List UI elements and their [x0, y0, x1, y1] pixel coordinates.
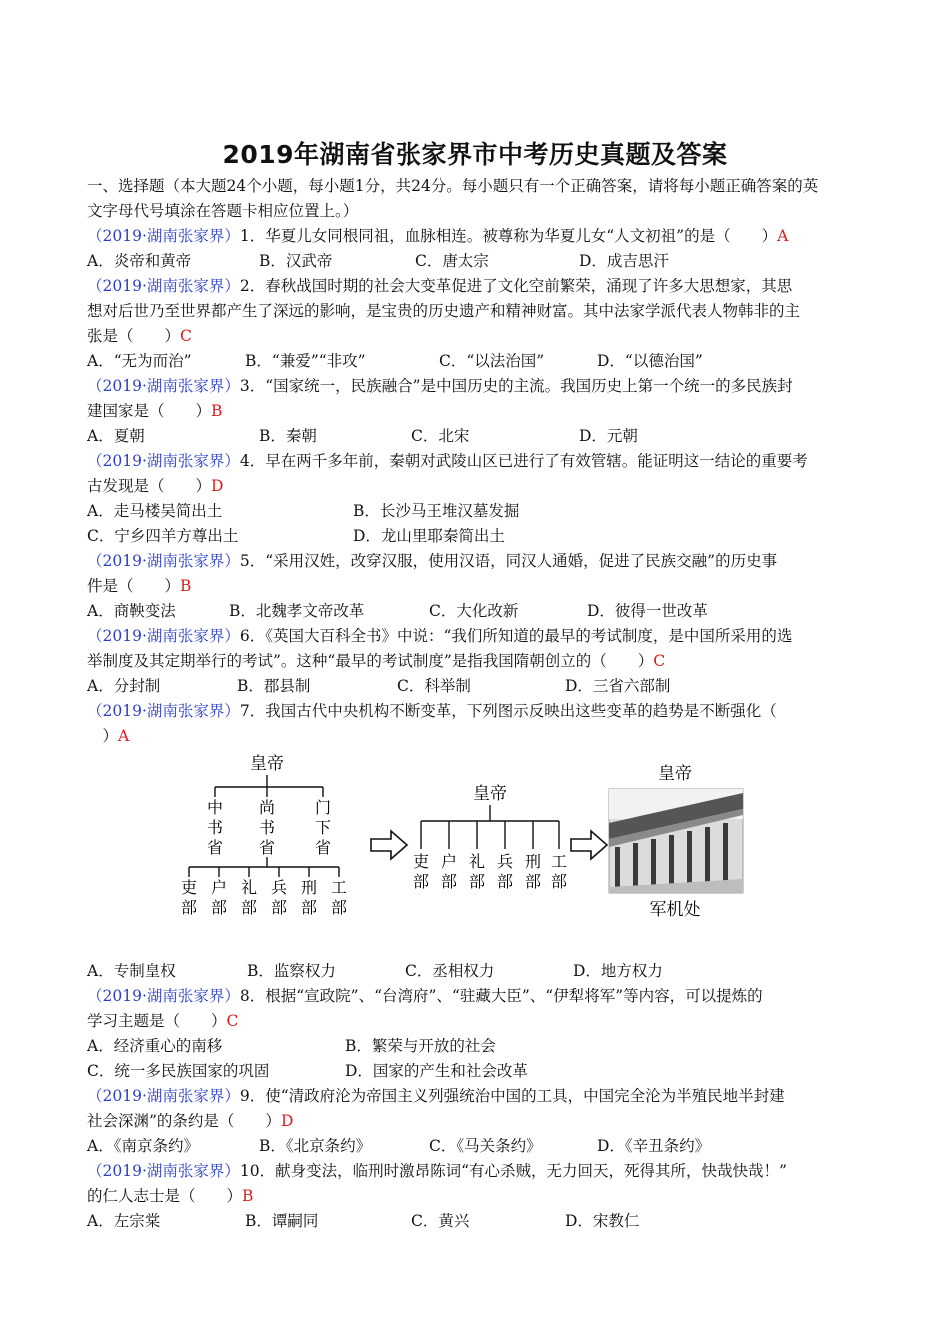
- option-b: B．监察权力: [247, 962, 336, 980]
- arrow-right-icon: [371, 831, 407, 859]
- ministry-char: 部: [496, 872, 514, 891]
- diagram-middle-lines: [421, 805, 559, 849]
- ministry-char: 部: [240, 898, 258, 917]
- option-a: A．经济重心的南移: [87, 1037, 223, 1055]
- ministry-char: 礼: [240, 878, 258, 897]
- option-a: A．走马楼吴简出土: [87, 502, 223, 520]
- answer-mark: D: [280, 1112, 294, 1130]
- ministry-char: 刑: [300, 878, 318, 897]
- province-char: 书: [258, 818, 276, 837]
- exam-content: [87, 174, 867, 1234]
- ministry-char: 吏: [180, 878, 198, 897]
- option-a: A．商鞅变法: [87, 602, 176, 620]
- question-10-stem: （2019·湖南张家界）10．献身变法，临刑时激昂陈词“有心杀贼，无力回天，死得其所，快哉快哉！”: [87, 1162, 787, 1180]
- question-6-stem-end: 举制度及其定期举行的考试”。这种“最早的考试制度”是指我国隋朝创立的（ ）C: [87, 652, 666, 670]
- diagram-left-provinces: [207, 798, 331, 857]
- ministry-char: 兵: [270, 878, 288, 897]
- option-c: C．北宋: [411, 427, 470, 445]
- diagram-middle-ministries: [413, 852, 567, 891]
- question-7-stem-end: ）A: [87, 727, 130, 745]
- arrow-right-icon: [571, 831, 607, 859]
- answer-mark: D: [211, 477, 224, 495]
- question-10-options: [87, 1209, 867, 1234]
- option-d: D．成吉思汗: [579, 252, 669, 270]
- answer-mark: C: [653, 652, 666, 670]
- source-tag: （2019·湖南张家界）: [87, 377, 240, 395]
- question-4-options-row2: [87, 524, 867, 549]
- diagram-middle-emperor: 皇帝: [473, 784, 507, 804]
- option-c: C．“以法治国”: [439, 352, 545, 370]
- ministry-char: 部: [330, 898, 348, 917]
- province-char: 省: [258, 838, 276, 857]
- option-c: C．丞相权力: [405, 962, 495, 980]
- option-a: A．炎帝和黄帝: [87, 252, 192, 270]
- answer-mark: A: [118, 727, 130, 745]
- ministry-char: 工: [330, 878, 348, 897]
- question-4-options-row1: [87, 499, 867, 524]
- question-4-stem-end: 古发现是（ ）D: [87, 477, 224, 495]
- option-d: D．地方权力: [573, 962, 663, 980]
- ministry-char: 礼: [468, 852, 486, 871]
- answer-mark: A: [777, 227, 789, 245]
- option-d: D．彼得一世改革: [587, 602, 708, 620]
- option-b: B．“兼爱”“非攻”: [245, 352, 366, 370]
- option-b: B．北魏孝文帝改革: [229, 602, 365, 620]
- ministry-char: 刑: [524, 852, 542, 871]
- option-a: A．分封制: [87, 677, 161, 695]
- option-d: D．三省六部制: [565, 677, 671, 695]
- option-b: B．繁荣与开放的社会: [345, 1037, 496, 1055]
- question-8-options-row2: [87, 1059, 867, 1084]
- question-10-stem-end: 的仁人志士是（ ）B: [87, 1187, 254, 1205]
- ministry-char: 吏: [412, 852, 430, 871]
- province-char: 书: [206, 818, 224, 837]
- option-b: B．谭嗣同: [245, 1212, 319, 1230]
- grand-council-building-image: [609, 789, 743, 893]
- source-tag: （2019·湖南张家界）: [87, 452, 240, 470]
- option-d: D．宋教仁: [565, 1212, 640, 1230]
- question-9-stem-end: 社会深渊”的条约是（ ）D: [87, 1112, 294, 1130]
- question-3-stem: （2019·湖南张家界）3．“国家统一，民族融合”是中国历史的主流。我国历史上第一个统一的多民族封: [87, 377, 793, 395]
- option-c: C．科举制: [397, 677, 471, 695]
- diagram-left-ministries: [181, 878, 347, 917]
- ministry-char: 部: [270, 898, 288, 917]
- question-3-options: [87, 424, 867, 449]
- question-8-options-row1: [87, 1034, 867, 1059]
- question-4-stem: （2019·湖南张家界）4．早在两千多年前，秦朝对武陵山区已进行了有效管辖。能证明这一结论的重要考: [87, 452, 808, 470]
- source-tag: （2019·湖南张家界）: [87, 702, 240, 720]
- option-c: C．大化改新: [429, 602, 519, 620]
- answer-mark: B: [242, 1187, 254, 1205]
- question-6-stem: （2019·湖南张家界）6．《英国大百科全书》中说：“我们所知道的最早的考试制度，是中国所采用的选: [87, 627, 793, 645]
- option-d: D．元朝: [579, 427, 638, 445]
- ministry-char: 部: [210, 898, 228, 917]
- question-7-stem: （2019·湖南张家界）7．我国古代中央机构不断变革，下列图示反映出这些变革的趋势是不断强化（: [87, 702, 777, 720]
- source-tag: （2019·湖南张家界）: [87, 552, 240, 570]
- grand-council-label: 军机处: [649, 900, 701, 920]
- question-9-stem: （2019·湖南张家界）9．使“清政府沦为帝国主义列强统治中国的工具，中国完全沦为半殖民地半封建: [87, 1087, 785, 1105]
- option-a: A．夏朝: [87, 427, 145, 445]
- option-c: C．统一多民族国家的巩固: [87, 1062, 270, 1080]
- option-a: A．左宗棠: [87, 1212, 161, 1230]
- question-7-options: [87, 959, 867, 984]
- ministry-char: 部: [524, 872, 542, 891]
- option-b: B．长沙马王堆汉墓发掘: [353, 502, 520, 520]
- option-d: D．《辛丑条约》: [597, 1137, 711, 1155]
- ministry-char: 部: [468, 872, 486, 891]
- source-tag: （2019·湖南张家界）: [87, 1162, 240, 1180]
- province-char: 省: [206, 838, 224, 857]
- question-6-options: [87, 674, 867, 699]
- ministry-char: 工: [550, 852, 568, 871]
- question-8-stem: （2019·湖南张家界）8．根据“宣政院”、“台湾府”、“驻藏大臣”、“伊犁将军”等内容，可以提炼的: [87, 987, 763, 1005]
- ministry-char: 户: [210, 878, 228, 897]
- question-3-stem-end: 建国家是（ ）B: [87, 402, 223, 420]
- option-a: A．“无为而治”: [87, 352, 192, 370]
- option-c: C．《马关条约》: [429, 1137, 542, 1155]
- diagram-left-emperor: 皇帝: [250, 754, 284, 774]
- option-a: A．《南京条约》: [87, 1137, 199, 1155]
- option-d: D．“以德治国”: [597, 352, 703, 370]
- question-2-stem-end: 张是（ ）C: [87, 327, 192, 345]
- diagram-right-emperor: 皇帝: [658, 764, 692, 784]
- answer-mark: C: [226, 1012, 239, 1030]
- diagram-svg: [180, 753, 745, 953]
- province-char: 下: [314, 818, 332, 837]
- question-9-options: [87, 1134, 867, 1159]
- ministry-char: 部: [180, 898, 198, 917]
- central-government-diagram: [87, 749, 867, 959]
- option-a: A．专制皇权: [87, 962, 176, 980]
- answer-mark: B: [211, 402, 223, 420]
- ministry-char: 部: [412, 872, 430, 891]
- question-1-stem: （2019·湖南张家界）1．华夏儿女同根同祖，血脉相连。被尊称为华夏儿女“人文初祖”的是（ ）A: [87, 227, 789, 245]
- ministry-char: 兵: [496, 852, 514, 871]
- source-tag: （2019·湖南张家界）: [87, 987, 240, 1005]
- section-heading-line1: 一、选择题（本大题24个小题，每小题1分，共24分。每小题只有一个正确答案，请将每小题正确答案的英: [87, 177, 819, 195]
- option-c: C．宁乡四羊方尊出土: [87, 527, 239, 545]
- question-8-stem-end: 学习主题是（ ）C: [87, 1012, 239, 1030]
- option-c: C．黄兴: [411, 1212, 470, 1230]
- option-d: D．龙山里耶秦简出土: [353, 527, 505, 545]
- option-d: D．国家的产生和社会改革: [345, 1062, 528, 1080]
- province-char: 尚: [258, 798, 276, 817]
- option-b: B．秦朝: [259, 427, 317, 445]
- question-1-options: [87, 249, 867, 274]
- ministry-char: 户: [440, 852, 458, 871]
- province-char: 中: [206, 798, 224, 817]
- question-5-stem: （2019·湖南张家界）5．“采用汉姓，改穿汉服，使用汉语，同汉人通婚，促进了民族交融”的历史事: [87, 552, 778, 570]
- ministry-char: 部: [300, 898, 318, 917]
- answer-mark: B: [180, 577, 192, 595]
- question-5-stem-end: 件是（ ）B: [87, 577, 192, 595]
- page-title: 2019年湖南省张家界市中考历史真题及答案: [222, 140, 728, 169]
- option-b: B．郡县制: [237, 677, 311, 695]
- source-tag: （2019·湖南张家界）: [87, 627, 240, 645]
- question-2-stem-cont: 想对后世乃至世界都产生了深远的影响，是宝贵的历史遗产和精神财富。其中法家学派代表人物韩非的主: [87, 302, 801, 320]
- province-char: 省: [314, 838, 332, 857]
- option-c: C．唐太宗: [415, 252, 489, 270]
- option-b: B．《北京条约》: [259, 1137, 372, 1155]
- ministry-char: 部: [550, 872, 568, 891]
- question-2-options: [87, 349, 867, 374]
- option-b: B．汉武帝: [259, 252, 333, 270]
- answer-mark: C: [180, 327, 192, 345]
- province-char: 门: [314, 798, 332, 817]
- source-tag: （2019·湖南张家界）: [87, 277, 240, 295]
- source-tag: （2019·湖南张家界）: [87, 227, 240, 245]
- section-heading-line2: 文字母代号填涂在答题卡相应位置上。）: [87, 202, 359, 220]
- ministry-char: 部: [440, 872, 458, 891]
- question-2-stem: （2019·湖南张家界）2．春秋战国时期的社会大变革促进了文化空前繁荣，涌现了许多大思想家，其思: [87, 277, 793, 295]
- question-5-options: [87, 599, 867, 624]
- source-tag: （2019·湖南张家界）: [87, 1087, 240, 1105]
